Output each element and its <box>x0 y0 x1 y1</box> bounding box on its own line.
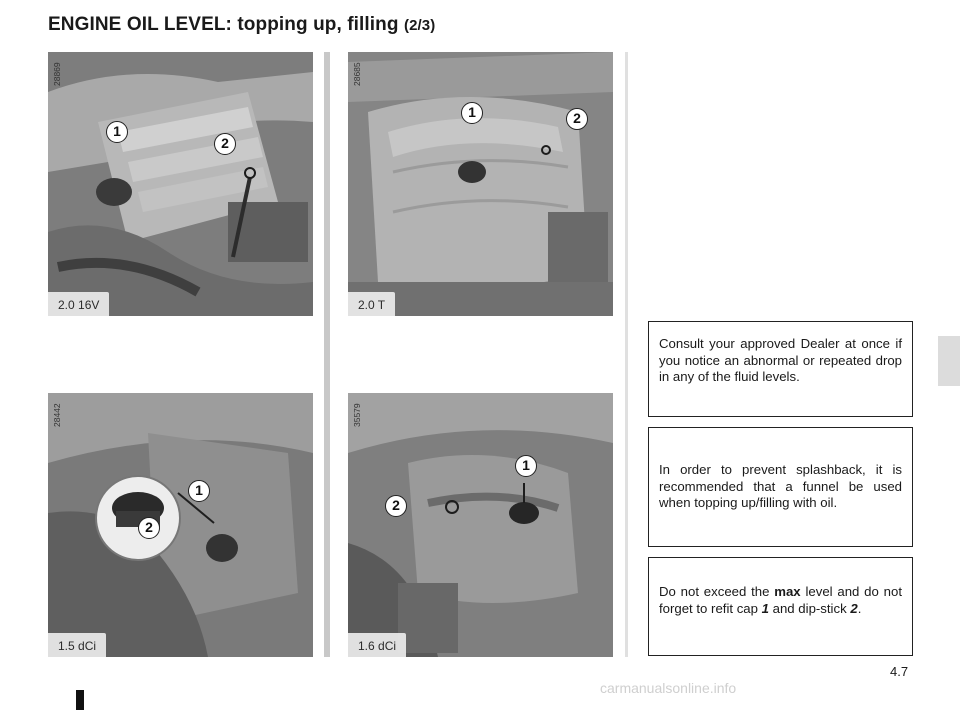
page-title <box>48 14 435 36</box>
note-dipstick-number: 2 <box>850 600 858 616</box>
note-cap-number: 1 <box>761 600 769 616</box>
engine-illustration <box>48 393 313 657</box>
note-max-text-d: . <box>857 600 862 616</box>
engine-label: 1.5 dCi <box>48 633 106 657</box>
engine-illustration <box>348 393 613 657</box>
callout-2: 2 <box>214 133 236 155</box>
callout-2: 2 <box>566 108 588 130</box>
note-funnel-text: In order to prevent splashback, it is recommended that a funnel be used when topping up/filling with oil. <box>659 462 902 510</box>
engine-label: 2.0 16V <box>48 292 109 316</box>
page-number: 4.7 <box>890 664 909 679</box>
column-divider <box>324 52 330 657</box>
page-marker <box>76 690 84 710</box>
engine-photo-2-0-t <box>348 52 613 316</box>
note-dealer-text: Consult your approved Dealer at once if you notice an abnormal or repeated drop in any of the fluid levels. <box>659 336 902 384</box>
callout-2: 2 <box>385 495 407 517</box>
photo-ref: 35579 <box>352 403 362 427</box>
page-title-main: ENGINE OIL LEVEL: topping up, filling <box>48 14 399 35</box>
note-max-text-a: Do not exceed the <box>659 584 775 599</box>
note-max-text-b: level and do not forget to refit cap <box>659 584 902 616</box>
engine-photo-2-0-16v <box>48 52 313 316</box>
column-divider-right <box>625 52 628 657</box>
engine-illustration <box>48 52 313 316</box>
engine-label: 1.6 dCi <box>348 633 406 657</box>
engine-label: 2.0 T <box>348 292 395 316</box>
engine-illustration <box>348 52 613 316</box>
callout-1: 1 <box>106 121 128 143</box>
page-title-sub: (2/3) <box>404 17 436 34</box>
note-max-text-c: and dip-stick <box>768 600 851 616</box>
callout-1: 1 <box>188 480 210 502</box>
note-funnel <box>648 427 913 547</box>
note-max-bold: max <box>774 584 801 599</box>
photo-ref: 28442 <box>52 403 62 427</box>
photo-ref: 28869 <box>52 62 62 86</box>
engine-photo-1-6-dci <box>348 393 613 657</box>
note-dealer <box>648 321 913 417</box>
photo-ref: 28685 <box>352 62 362 86</box>
callout-2: 2 <box>138 517 160 539</box>
callout-1: 1 <box>461 102 483 124</box>
engine-photo-1-5-dci <box>48 393 313 657</box>
section-tab <box>938 336 960 386</box>
note-max-level <box>648 557 913 656</box>
callout-1: 1 <box>515 455 537 477</box>
watermark: carmanualsonline.info <box>600 680 737 696</box>
